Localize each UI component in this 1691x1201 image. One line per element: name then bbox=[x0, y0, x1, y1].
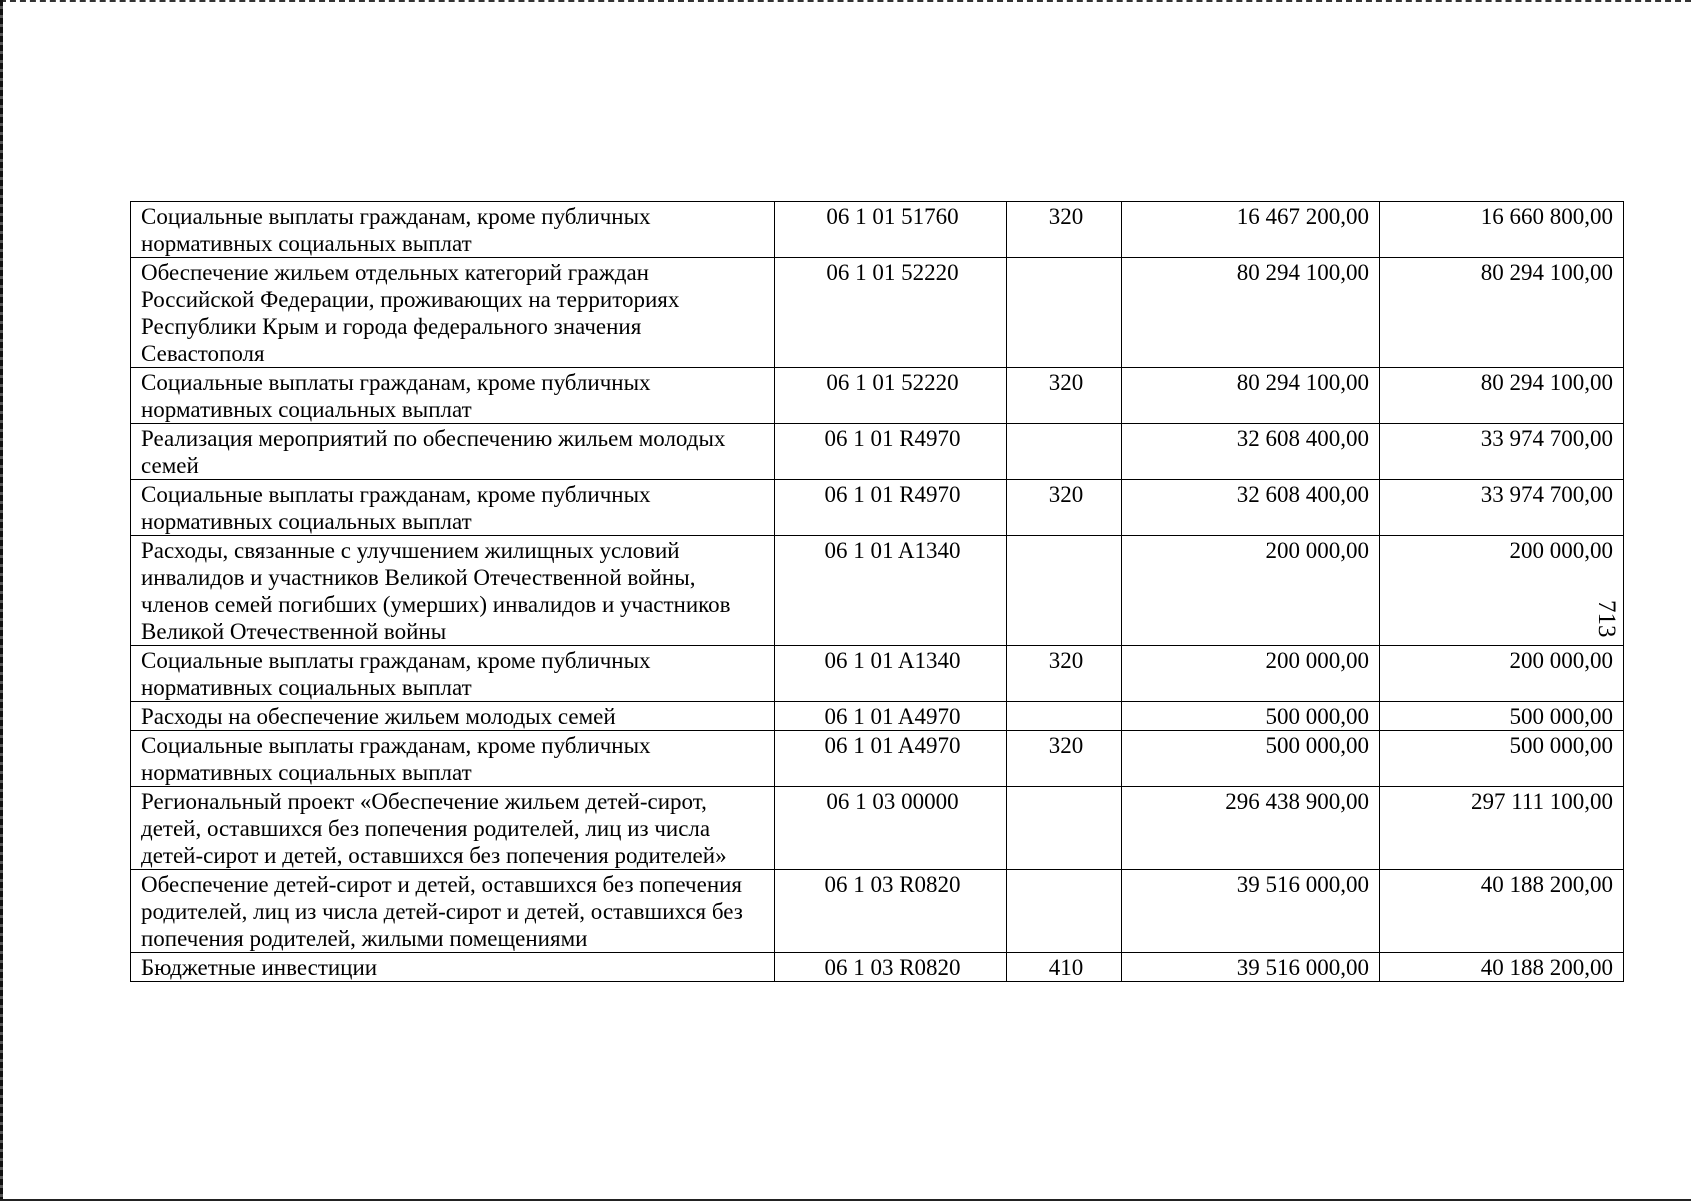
amount-second-year-cell: 33 974 700,00 bbox=[1380, 480, 1624, 536]
target-code-cell: 06 1 01 A4970 bbox=[775, 731, 1007, 787]
table-row bbox=[131, 480, 1624, 536]
amount-first-year-cell: 39 516 000,00 bbox=[1122, 870, 1380, 953]
amount-second-year-cell: 297 111 100,00 bbox=[1380, 787, 1624, 870]
target-code-cell: 06 1 01 A1340 bbox=[775, 536, 1007, 646]
amount-second-year-cell: 40 188 200,00 bbox=[1380, 953, 1624, 982]
table-row bbox=[131, 536, 1624, 646]
expense-type-cell bbox=[1007, 702, 1122, 731]
expense-name-cell: Социальные выплаты гражданам, кроме публичных нормативных социальных выплат bbox=[131, 368, 775, 424]
table-row bbox=[131, 424, 1624, 480]
expense-type-cell bbox=[1007, 424, 1122, 480]
table-row bbox=[131, 702, 1624, 731]
table-row bbox=[131, 787, 1624, 870]
expense-type-cell: 320 bbox=[1007, 731, 1122, 787]
amount-first-year-cell: 39 516 000,00 bbox=[1122, 953, 1380, 982]
amount-first-year-cell: 296 438 900,00 bbox=[1122, 787, 1380, 870]
expense-name-cell: Социальные выплаты гражданам, кроме публичных нормативных социальных выплат bbox=[131, 646, 775, 702]
amount-first-year-cell: 200 000,00 bbox=[1122, 646, 1380, 702]
target-code-cell: 06 1 01 52220 bbox=[775, 258, 1007, 368]
amount-first-year-cell: 200 000,00 bbox=[1122, 536, 1380, 646]
target-code-cell: 06 1 01 A1340 bbox=[775, 646, 1007, 702]
expense-type-cell bbox=[1007, 870, 1122, 953]
scan-edge-top bbox=[0, 0, 1691, 2]
page-number: 713 bbox=[1593, 600, 1620, 638]
table-row bbox=[131, 258, 1624, 368]
target-code-cell: 06 1 01 A4970 bbox=[775, 702, 1007, 731]
amount-first-year-cell: 500 000,00 bbox=[1122, 731, 1380, 787]
expense-type-cell: 410 bbox=[1007, 953, 1122, 982]
expense-type-cell: 320 bbox=[1007, 480, 1122, 536]
expense-type-cell: 320 bbox=[1007, 646, 1122, 702]
target-code-cell: 06 1 01 51760 bbox=[775, 202, 1007, 258]
amount-first-year-cell: 500 000,00 bbox=[1122, 702, 1380, 731]
table-row bbox=[131, 870, 1624, 953]
expense-name-cell: Региональный проект «Обеспечение жильем детей-сирот, детей, оставшихся без попечения родителей, лиц из числа детей-сирот и детей, оставшихся без попечения родителей» bbox=[131, 787, 775, 870]
target-code-cell: 06 1 01 52220 bbox=[775, 368, 1007, 424]
scan-edge-left bbox=[0, 0, 3, 1200]
expense-type-cell bbox=[1007, 536, 1122, 646]
table-row bbox=[131, 953, 1624, 982]
amount-second-year-cell: 200 000,00 bbox=[1380, 646, 1624, 702]
expense-name-cell: Социальные выплаты гражданам, кроме публичных нормативных социальных выплат bbox=[131, 480, 775, 536]
expense-type-cell: 320 bbox=[1007, 368, 1122, 424]
target-code-cell: 06 1 03 R0820 bbox=[775, 870, 1007, 953]
amount-first-year-cell: 32 608 400,00 bbox=[1122, 480, 1380, 536]
target-code-cell: 06 1 03 R0820 bbox=[775, 953, 1007, 982]
expense-name-cell: Обеспечение жильем отдельных категорий граждан Российской Федерации, проживающих на территориях Республики Крым и города федерального значения Севастополя bbox=[131, 258, 775, 368]
expense-name-cell: Бюджетные инвестиции bbox=[131, 953, 775, 982]
amount-second-year-cell: 80 294 100,00 bbox=[1380, 258, 1624, 368]
target-code-cell: 06 1 03 00000 bbox=[775, 787, 1007, 870]
amount-first-year-cell: 80 294 100,00 bbox=[1122, 368, 1380, 424]
amount-second-year-cell: 500 000,00 bbox=[1380, 702, 1624, 731]
expense-name-cell: Расходы на обеспечение жильем молодых семей bbox=[131, 702, 775, 731]
amount-second-year-cell: 80 294 100,00 bbox=[1380, 368, 1624, 424]
expense-type-cell: 320 bbox=[1007, 202, 1122, 258]
amount-second-year-cell: 16 660 800,00 bbox=[1380, 202, 1624, 258]
amount-second-year-cell: 500 000,00 bbox=[1380, 731, 1624, 787]
budget-table bbox=[130, 201, 1624, 982]
amount-first-year-cell: 32 608 400,00 bbox=[1122, 424, 1380, 480]
table-row bbox=[131, 731, 1624, 787]
table-row bbox=[131, 368, 1624, 424]
expense-name-cell: Социальные выплаты гражданам, кроме публичных нормативных социальных выплат bbox=[131, 202, 775, 258]
amount-first-year-cell: 16 467 200,00 bbox=[1122, 202, 1380, 258]
target-code-cell: 06 1 01 R4970 bbox=[775, 480, 1007, 536]
amount-second-year-cell: 200 000,00 bbox=[1380, 536, 1624, 646]
table-row bbox=[131, 646, 1624, 702]
amount-second-year-cell: 40 188 200,00 bbox=[1380, 870, 1624, 953]
expense-name-cell: Обеспечение детей-сирот и детей, оставшихся без попечения родителей, лиц из числа детей-сирот и детей, оставшихся без попечения родителей, жилыми помещениями bbox=[131, 870, 775, 953]
expense-name-cell: Реализация мероприятий по обеспечению жильем молодых семей bbox=[131, 424, 775, 480]
amount-first-year-cell: 80 294 100,00 bbox=[1122, 258, 1380, 368]
expense-name-cell: Расходы, связанные с улучшением жилищных условий инвалидов и участников Великой Отечественной войны, членов семей погибших (умерших) инвалидов и участников Великой Отечественной войны bbox=[131, 536, 775, 646]
amount-second-year-cell: 33 974 700,00 bbox=[1380, 424, 1624, 480]
expense-type-cell bbox=[1007, 787, 1122, 870]
budget-table-body bbox=[131, 202, 1624, 982]
table-row bbox=[131, 202, 1624, 258]
expense-name-cell: Социальные выплаты гражданам, кроме публичных нормативных социальных выплат bbox=[131, 731, 775, 787]
expense-type-cell bbox=[1007, 258, 1122, 368]
target-code-cell: 06 1 01 R4970 bbox=[775, 424, 1007, 480]
